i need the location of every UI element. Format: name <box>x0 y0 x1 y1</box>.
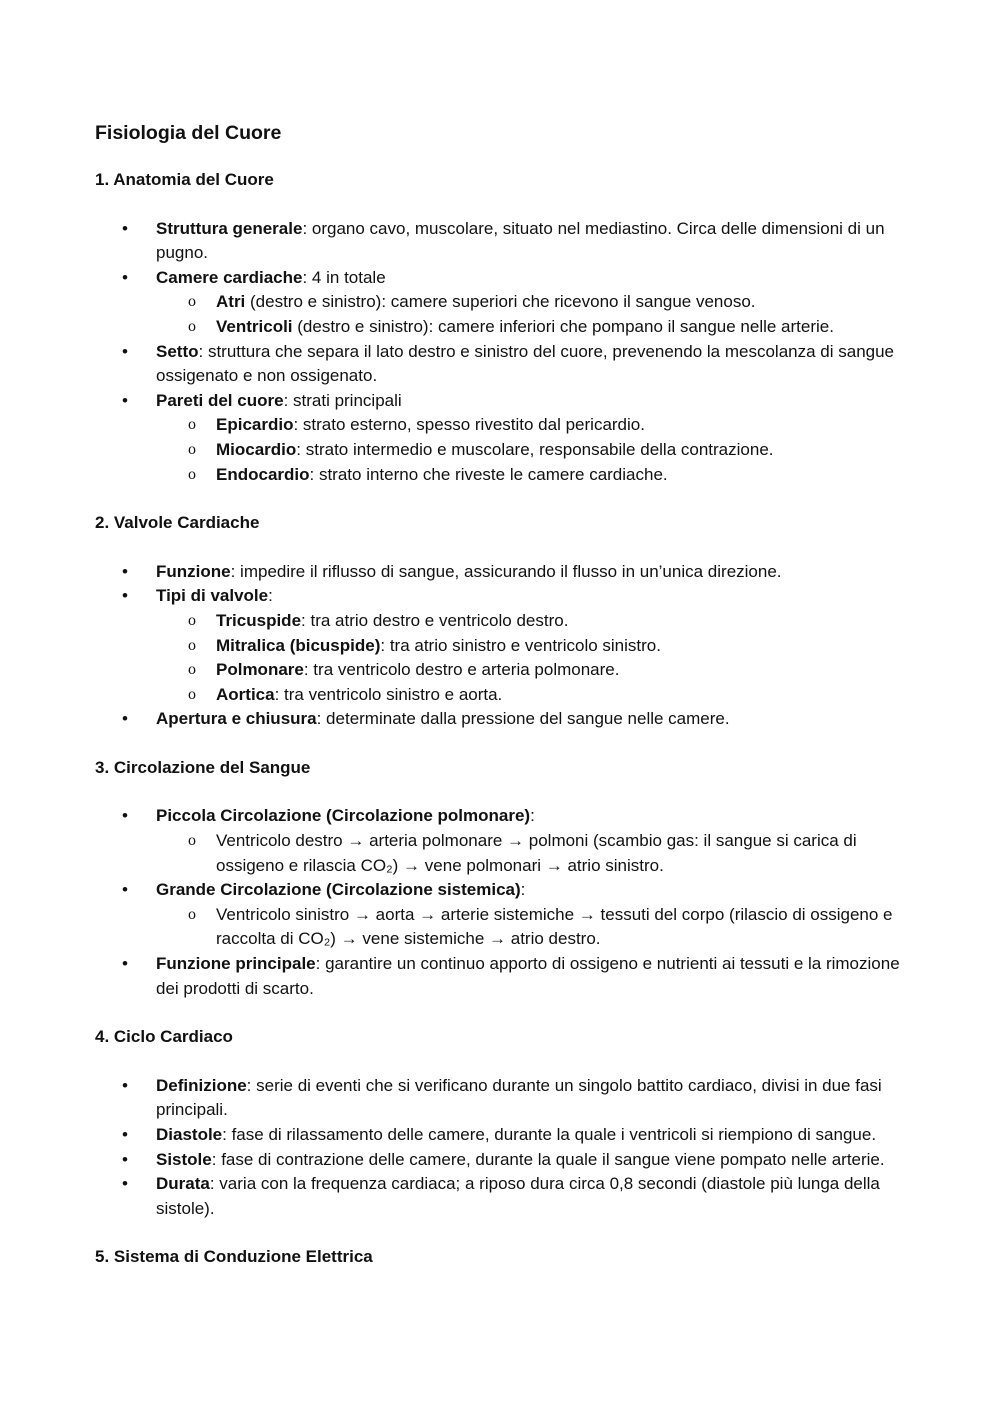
item-term: Durata <box>156 1174 210 1194</box>
sub-bullet-marker: o <box>188 416 196 434</box>
bullet-marker: • <box>122 806 128 826</box>
sub-item-term: Mitralica (bicuspide) <box>216 635 381 655</box>
list-item <box>95 952 900 1001</box>
list-item <box>95 1074 900 1123</box>
bullet-marker: • <box>122 267 128 287</box>
sub-list-item <box>156 290 900 315</box>
item-description: : fase di contrazione delle camere, durante la quale il sangue viene pompato nelle arterie. <box>211 1149 885 1169</box>
sub-item-term: Miocardio <box>216 439 297 459</box>
bullet-marker: • <box>122 954 128 974</box>
sub-list-item <box>156 315 900 340</box>
sub-bullet-marker: o <box>188 611 196 629</box>
sub-list-item <box>156 634 900 659</box>
list-item <box>95 804 900 878</box>
sub-list <box>156 903 900 952</box>
item-term: Sistole <box>156 1149 212 1169</box>
item-term: Piccola Circolazione (Circolazione polmonare) <box>156 806 531 826</box>
list-item <box>95 1123 900 1148</box>
item-term: Setto <box>156 341 199 361</box>
list-item <box>95 1172 900 1221</box>
item-description: : fase di rilassamento delle camere, durante la quale i ventricoli si riempiono di sangue. <box>222 1125 877 1144</box>
sub-item-description: : strato intermedio e muscolare, responsabile della contrazione. <box>296 439 774 459</box>
sub-item-term: Polmonare <box>216 660 304 680</box>
section-heading: 2. Valvole Cardiache <box>95 513 260 533</box>
item-term: Funzione principale <box>156 954 316 974</box>
item-term: Grande Circolazione (Circolazione sistemica) <box>156 880 521 900</box>
section-heading: 1. Anatomia del Cuore <box>95 170 274 189</box>
sub-bullet-marker: o <box>188 832 196 850</box>
bullet-marker: • <box>122 218 128 238</box>
list-item <box>95 584 900 707</box>
list-item <box>95 217 900 266</box>
sub-item-term: Epicardio <box>216 415 294 435</box>
item-term: Camere cardiache <box>156 267 303 287</box>
sub-bullet-marker: o <box>188 636 196 654</box>
item-description: : organo cavo, muscolare, situato nel mediastino. Circa delle dimensioni di un pugno. <box>156 218 885 263</box>
sub-item-term: Aortica <box>216 684 275 704</box>
sub-item-description: Ventricolo sinistro → aorta → arterie sistemiche → tessuti del corpo (rilascio di ossigeno e raccolta di CO₂) → vene sistemiche → atrio destro. <box>216 904 893 949</box>
sub-item-description: Ventricolo destro → arteria polmonare → polmoni (scambio gas: il sangue si carica di ossigeno e rilascia CO₂) → vene polmonari → atrio sinistro. <box>216 831 857 875</box>
sub-bullet-marker: o <box>188 661 196 679</box>
sub-item-description: : tra atrio sinistro e ventricolo sinistro. <box>380 635 661 655</box>
sub-item-term: Endocardio <box>216 464 310 484</box>
sub-list <box>156 290 900 339</box>
document-title: Fisiologia del Cuore <box>95 122 282 144</box>
sub-bullet-marker: o <box>188 440 196 458</box>
list-item <box>95 389 900 487</box>
sub-bullet-marker: o <box>188 685 196 703</box>
bullet-list <box>95 217 900 488</box>
bullet-marker: • <box>122 561 128 581</box>
section-heading: 3. Circolazione del Sangue <box>95 757 311 777</box>
sub-list-item <box>156 658 900 683</box>
list-item <box>95 560 900 585</box>
item-description: : determinate dalla pressione del sangue nelle camere. <box>316 709 730 729</box>
sub-list <box>156 413 900 487</box>
sub-item-description: : tra atrio destro e ventricolo destro. <box>301 610 569 630</box>
sub-item-description: : tra ventricolo destro e arteria polmonare. <box>303 660 620 680</box>
section-heading: 5. Sistema di Conduzione Elettrica <box>95 1247 373 1267</box>
sub-item-term: Ventricoli <box>216 316 293 336</box>
document-body <box>95 168 900 1270</box>
bullet-marker: • <box>122 1075 128 1095</box>
sub-list <box>156 829 900 878</box>
sub-list-item <box>156 463 900 488</box>
sub-list-item <box>156 903 900 952</box>
bullet-marker: • <box>122 390 128 410</box>
item-term: Apertura e chiusura <box>156 709 317 729</box>
sub-bullet-marker: o <box>188 465 196 483</box>
sub-list-item <box>156 438 900 463</box>
bullet-marker: • <box>122 341 128 361</box>
list-item <box>95 1148 900 1173</box>
item-term: Definizione <box>156 1075 247 1095</box>
item-term: Pareti del cuore <box>156 390 284 410</box>
sub-list-item <box>156 609 900 634</box>
item-description: : garantire un continuo apporto di ossigeno e nutrienti ai tessuti e la rimozione dei prodotti di scarto. <box>156 954 900 998</box>
list-item <box>95 878 900 952</box>
sub-item-description: : strato esterno, spesso rivestito dal pericardio. <box>293 415 645 435</box>
item-term: Struttura generale <box>156 218 303 238</box>
bullet-marker: • <box>122 1149 128 1169</box>
item-description: : <box>268 586 273 606</box>
bullet-list <box>95 1074 900 1222</box>
item-term: Funzione <box>156 561 231 581</box>
sub-list-item <box>156 413 900 438</box>
item-description: : <box>520 880 526 900</box>
sub-item-term: Atri <box>216 292 246 312</box>
item-description: : varia con la frequenza cardiaca; a riposo dura circa 0,8 secondi (diastole più lunga della sistole). <box>156 1174 880 1218</box>
bullet-marker: • <box>122 709 128 729</box>
item-description: : struttura che separa il lato destro e sinistro del cuore, prevenendo la mescolanza di sangue ossigenato e non ossigenato. <box>156 341 895 386</box>
bullet-list <box>95 804 900 1001</box>
item-term: Diastole <box>156 1125 223 1144</box>
sub-item-description: (destro e sinistro): camere inferiori che pompano il sangue nelle arterie. <box>292 316 834 336</box>
list-item <box>95 266 900 340</box>
bullet-marker: • <box>122 586 128 606</box>
item-description: : impedire il riflusso di sangue, assicurando il flusso in un’unica direzione. <box>230 561 782 581</box>
bullet-marker: • <box>122 1174 128 1194</box>
item-term: Tipi di valvole <box>156 586 269 606</box>
sub-bullet-marker: o <box>188 905 196 923</box>
sub-bullet-marker: o <box>188 293 196 311</box>
item-description: : 4 in totale <box>302 267 386 287</box>
sub-item-description: : strato interno che riveste le camere cardiache. <box>309 464 668 484</box>
bullet-list <box>95 560 900 732</box>
sub-list-item <box>156 829 900 878</box>
section-heading: 4. Ciclo Cardiaco <box>95 1027 233 1047</box>
bullet-marker: • <box>122 1125 128 1144</box>
sub-item-description: : tra ventricolo sinistro e aorta. <box>274 684 503 704</box>
sub-list <box>156 609 900 707</box>
list-item <box>95 340 900 389</box>
sub-item-description: (destro e sinistro): camere superiori che ricevono il sangue venoso. <box>245 292 756 312</box>
sub-bullet-marker: o <box>188 317 196 335</box>
item-description: : serie di eventi che si verificano durante un singolo battito cardiaco, divisi in due fasi principali. <box>156 1075 882 1120</box>
item-description: : strati principali <box>283 390 402 410</box>
sub-list-item <box>156 683 900 708</box>
sub-item-term: Tricuspide <box>216 610 302 630</box>
item-description: : <box>530 806 535 826</box>
bullet-marker: • <box>122 880 128 900</box>
list-item <box>95 707 900 732</box>
